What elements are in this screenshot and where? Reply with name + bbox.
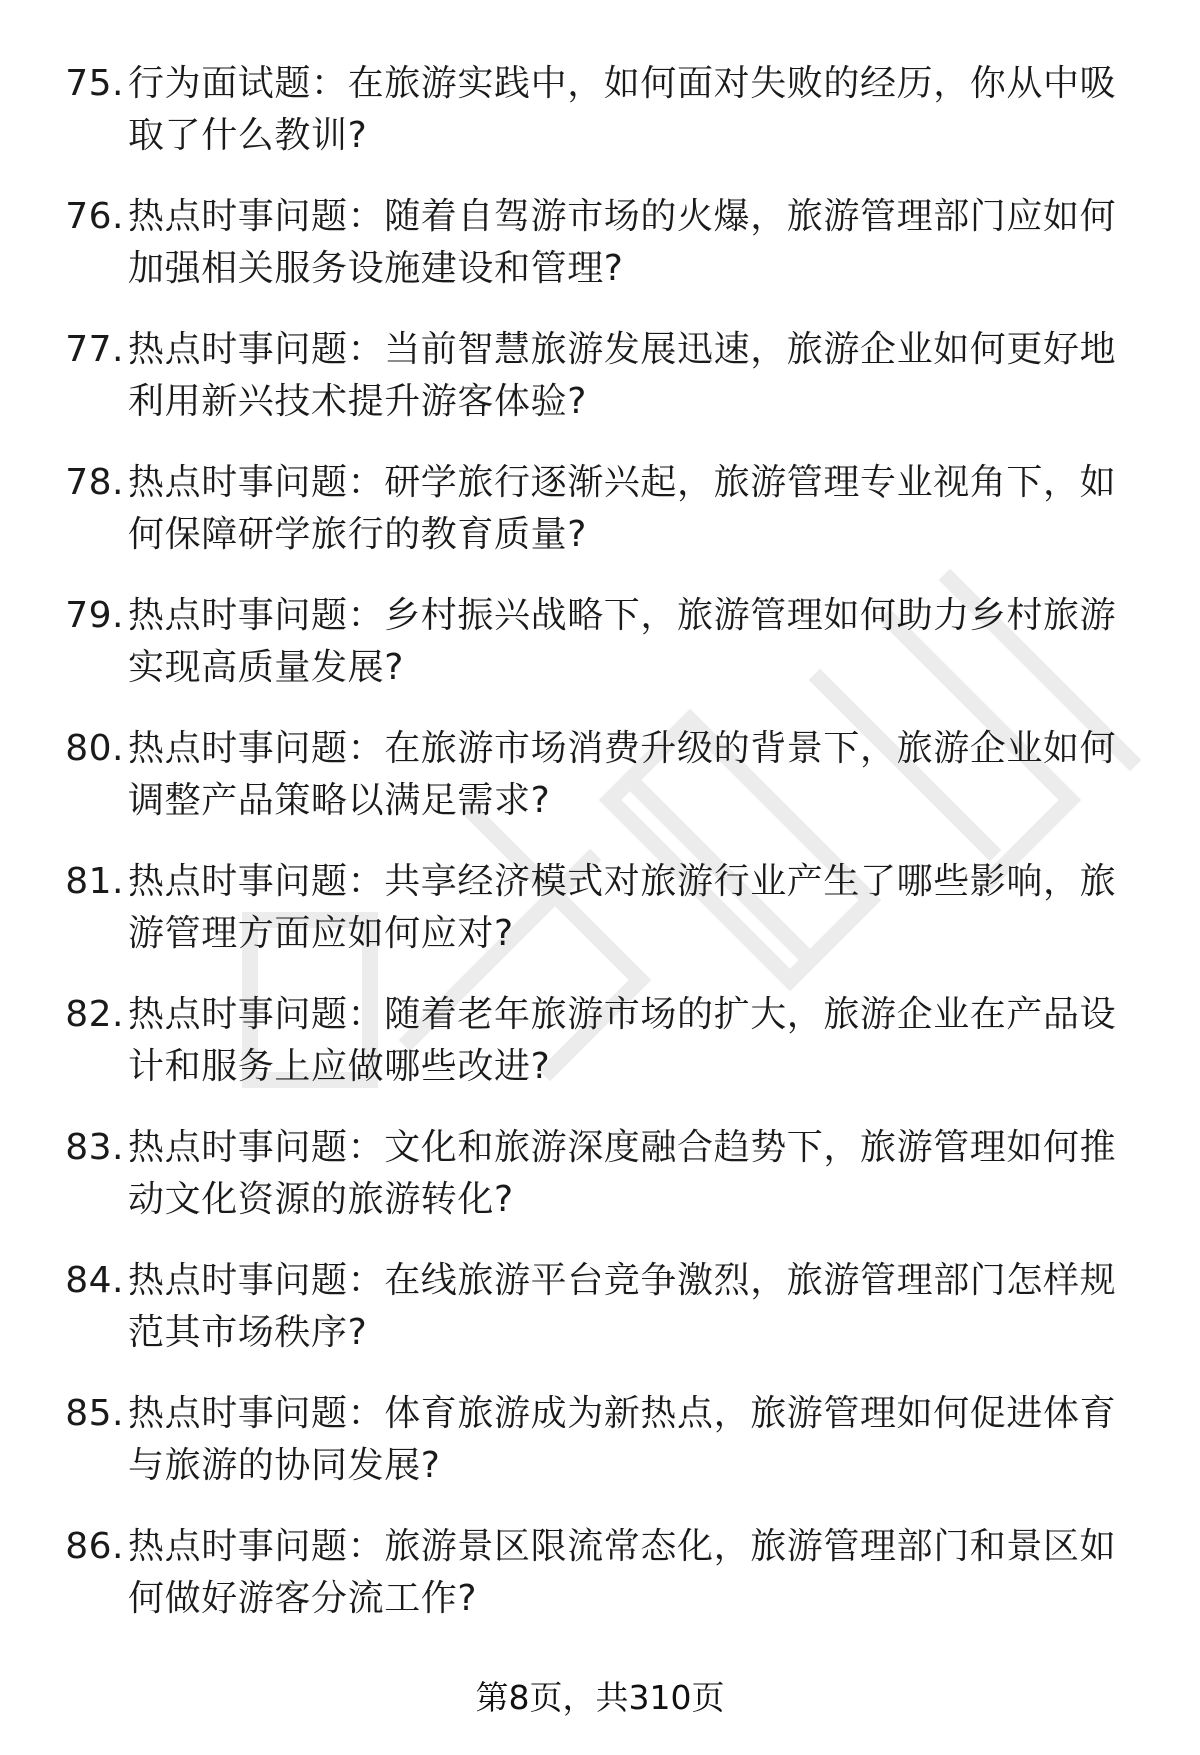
question-text: 热点时事问题：体育旅游成为新热点，旅游管理如何促进体育与旅游的协同发展? (128, 1393, 1117, 1486)
question-text: 热点时事问题：文化和旅游深度融合趋势下，旅游管理如何推动文化资源的旅游转化? (128, 1127, 1117, 1220)
question-number: 86. (65, 1526, 124, 1567)
question-text: 热点时事问题：在旅游市场消费升级的背景下，旅游企业如何调整产品策略以满足需求? (128, 728, 1117, 821)
question-list (0, 58, 1200, 1654)
question-number: 77. (65, 329, 124, 370)
question-number: 78. (65, 462, 124, 503)
question-item-78 (0, 457, 1200, 590)
question-text: 热点时事问题：当前智慧旅游发展迅速，旅游企业如何更好地利用新兴技术提升游客体验? (128, 329, 1117, 422)
question-number: 83. (65, 1127, 124, 1168)
question-number: 79. (65, 595, 124, 636)
question-item-81 (0, 856, 1200, 989)
question-text: 热点时事问题：共享经济模式对旅游行业产生了哪些影响，旅游管理方面应如何应对? (128, 861, 1117, 954)
page-footer: 第8页，共310页 (475, 1678, 725, 1717)
question-item-77 (0, 324, 1200, 457)
question-text: 热点时事问题：旅游景区限流常态化，旅游管理部门和景区如何做好游客分流工作? (128, 1526, 1117, 1619)
question-text: 行为面试题：在旅游实践中，如何面对失败的经历，你从中吸取了什么教训? (128, 63, 1117, 156)
question-number: 84. (65, 1260, 124, 1301)
question-item-80 (0, 723, 1200, 856)
question-item-82 (0, 989, 1200, 1122)
question-number: 76. (65, 196, 124, 237)
question-number: 75. (65, 63, 124, 104)
question-item-76 (0, 191, 1200, 324)
question-item-86 (0, 1521, 1200, 1654)
question-item-85 (0, 1388, 1200, 1521)
question-number: 82. (65, 994, 124, 1035)
question-number: 80. (65, 728, 124, 769)
question-number: 81. (65, 861, 124, 902)
question-item-84 (0, 1255, 1200, 1388)
question-item-83 (0, 1122, 1200, 1255)
question-item-75 (0, 58, 1200, 191)
question-text: 热点时事问题：随着自驾游市场的火爆，旅游管理部门应如何加强相关服务设施建设和管理? (128, 196, 1117, 289)
question-item-79 (0, 590, 1200, 723)
question-text: 热点时事问题：乡村振兴战略下，旅游管理如何助力乡村旅游实现高质量发展? (128, 595, 1117, 688)
question-text: 热点时事问题：随着老年旅游市场的扩大，旅游企业在产品设计和服务上应做哪些改进? (128, 994, 1117, 1087)
question-number: 85. (65, 1393, 124, 1434)
question-text: 热点时事问题：研学旅行逐渐兴起，旅游管理专业视角下，如何保障研学旅行的教育质量? (128, 462, 1117, 555)
question-text: 热点时事问题：在线旅游平台竞争激烈，旅游管理部门怎样规范其市场秩序? (128, 1260, 1117, 1353)
